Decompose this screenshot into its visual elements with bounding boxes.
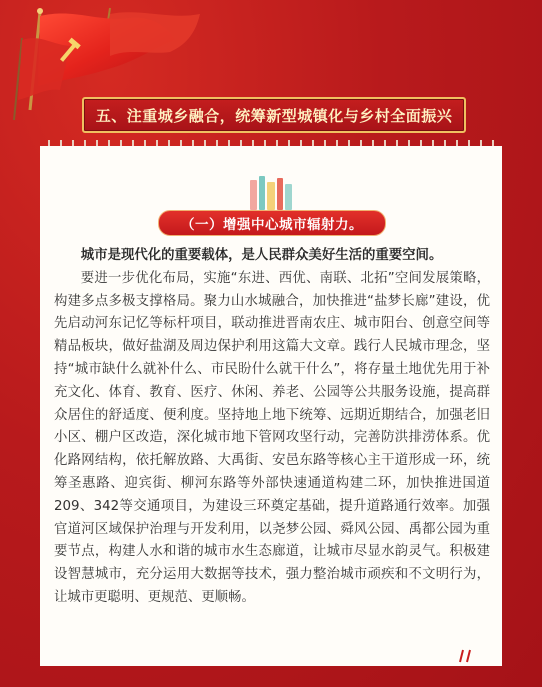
section-title: （一）增强中心城市辐射力。 bbox=[181, 217, 363, 233]
body-paragraph: 要进一步优化布局，实施“东进、西优、南联、北拓”空间发展策略，构建多点多极支撑格局。聚力山水城融合，加快推进“盐梦长廊”建设，优先启动河东记忆等标杆项目，联动推进晋南农庄、城市阳台、创意空间等精品板块，做好盐湖及周边保护利用这篇大文章。践行人民城市理念，坚持“城市缺什么就补什么、市民盼什么就干什么”，将存量土地优先用于补充文化、体育、教育、医疗、休闲、养老、公园等公共服务设施，提高群众居住的舒适度、便利度。坚持地上地下统筹、远期近期结合，加强老旧小区、棚户区改造，深化城市地下管网攻坚行动，完善防洪排涝体系。优化路网结构，依托解放路、大禹街、安邑东路等核心主干道形成一环，统筹圣惠路、迎宾街、柳河东路等外部快速通道构建二环，加快推进国道209、342等交通项目，为建设三环奠定基础，提升道路通行效率。加强官道河区域保护治理与开发利用，以尧梦公园、舜风公园、禹都公园为重要节点，构建人水和谐的城市水生态廊道，让城市尽显水韵灵气。积极建设智慧城市，充分运用大数据等技术，强力整治城市顽疾和不文明行为，让城市更聪明、更规范、更顺畅。 bbox=[54, 270, 490, 605]
lead-paragraph: 城市是现代化的重要载体，是人民群众美好生活的重要空间。 bbox=[80, 248, 443, 263]
section-heading bbox=[158, 210, 386, 236]
chapter-banner bbox=[82, 97, 466, 133]
chapter-title: 五、注重城乡融合，统筹新型城镇化与乡村全面振兴 bbox=[95, 106, 453, 125]
article-body bbox=[54, 245, 490, 610]
books-icon bbox=[242, 176, 302, 210]
end-mark-icon bbox=[459, 648, 473, 664]
